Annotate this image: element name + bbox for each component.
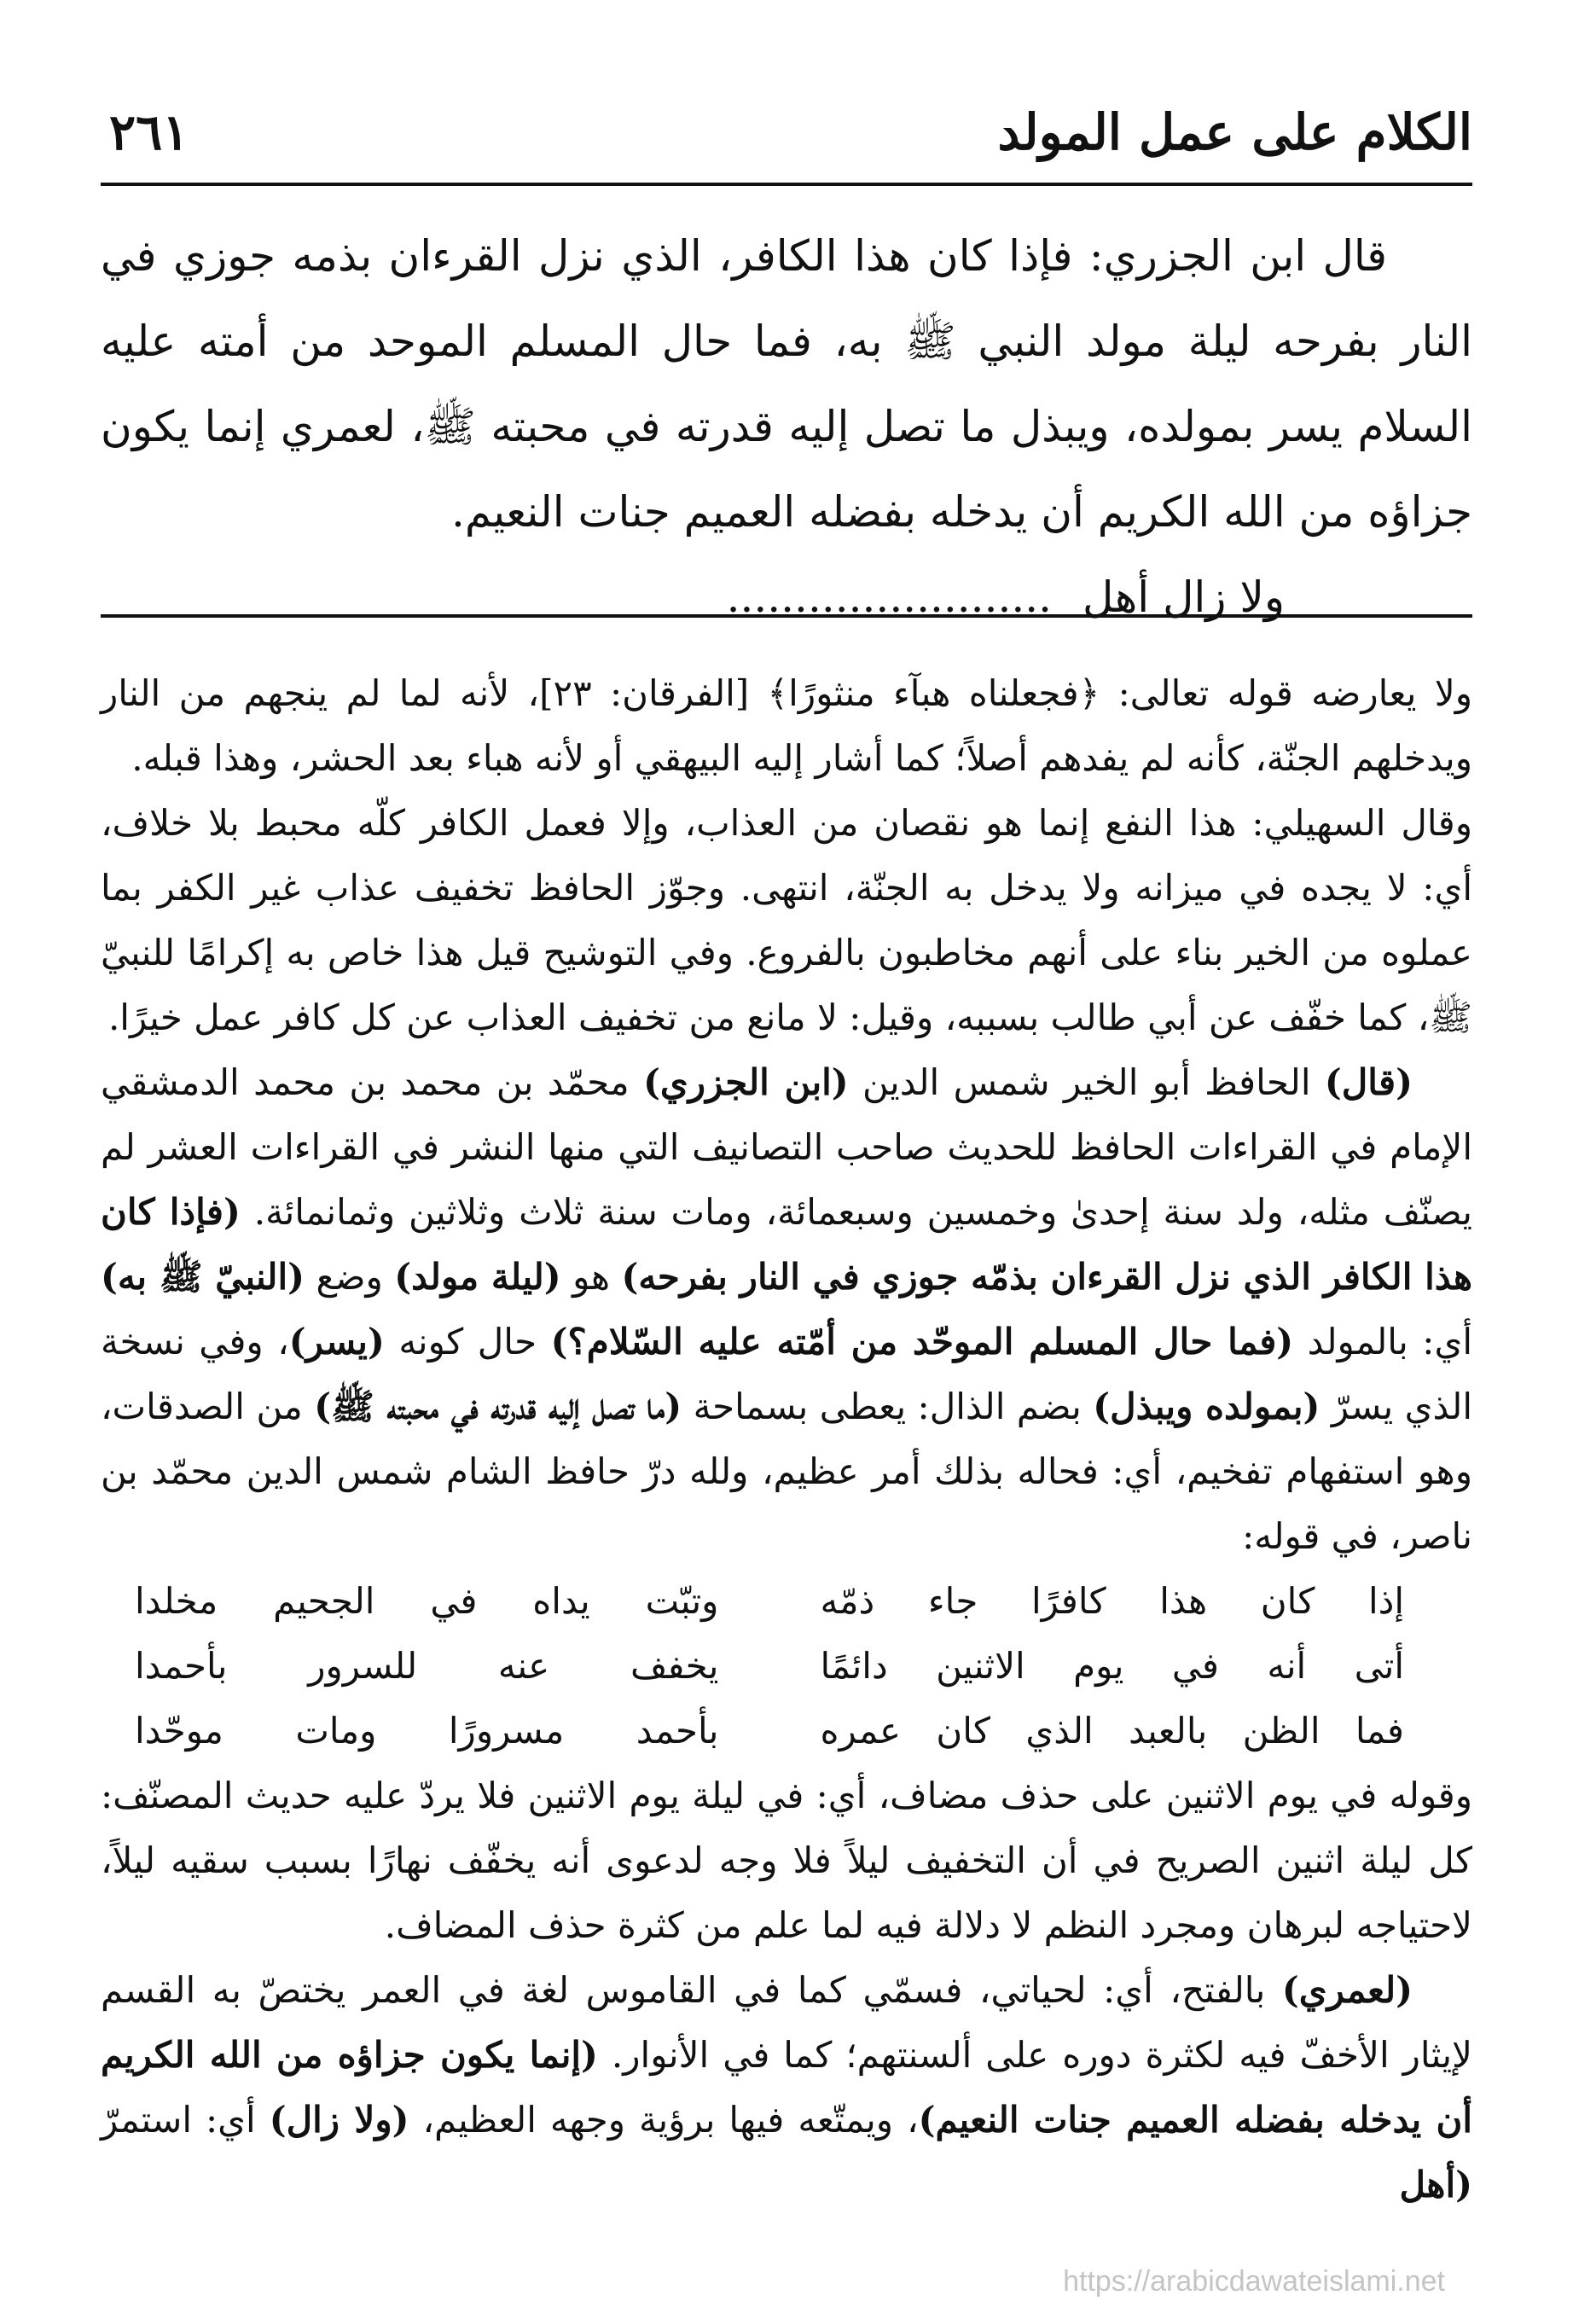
continuation-text: ولا زال أهل — [1083, 572, 1285, 622]
watermark-url: https://arabicdawateislami.net — [1063, 2265, 1445, 2298]
bold-quote: (لعمري) — [1281, 1969, 1413, 2011]
verse-second-hemistich: بأحمد مسرورًا ومات موحّدا — [135, 1710, 719, 1752]
commentary-text: أي: بالمولد — [1293, 1321, 1472, 1362]
poem-verse — [101, 1699, 1472, 1763]
main-text-paragraph: قال ابن الجزري: فإذا كان هذا الكافر، الذي نزل القرءان بذمه جوزي في النار بفرحه ليلة مولد النبي ﷺ به، فما حال المسلم الموحد من أمته عليه السلام يسر بمولده، ويبذل ما تصل إليه قدرته في محبته ﷺ، لعمري إنما يكون جزاؤه من الله الكريم أن يدخله بفضله العميم جنات النعيم. — [101, 231, 1472, 537]
verse-first-hemistich: أتى أنه في يوم الاثنين دائمًا — [820, 1645, 1404, 1687]
commentary — [101, 661, 1472, 2217]
commentary-text: بالفتح، أي: لحياتي، فسمّي كما في القاموس لغة في العمر يختصّ به القسم لإيثار الأخفّ فيه لكثرة دوره على ألسنتهم؛ كما في الأنوار. — [101, 1969, 1472, 2076]
commentary-paragraph-3 — [101, 1050, 1472, 1569]
commentary-text: الحافظ أبو الخير شمس الدين — [848, 1061, 1325, 1103]
commentary-text: حال كونه — [384, 1321, 551, 1362]
bold-quote: (يسر) — [288, 1321, 385, 1362]
commentary-text: هو — [560, 1256, 622, 1298]
commentary-text: بضم الذال: يعطى بسماحة — [682, 1386, 1094, 1427]
bold-quote: (أهل — [1399, 2164, 1472, 2205]
poem-verses — [101, 1569, 1472, 1763]
poem-verse — [101, 1634, 1472, 1699]
commentary-paragraph-4: وقوله في يوم الاثنين على حذف مضاف، أي: في ليلة يوم الاثنين فلا يردّ عليه حديث المصنّف: كل ليلة اثنين الصريح في أن التخفيف ليلاً فلا وجه لدعوى أنه يخفّف نهارًا بسبب سقيه ليلاً، لاحتياجه لبرهان ومجرد النظم لا دلالة فيه لما علم من كثرة حذف المضاف. — [101, 1775, 1472, 1946]
bold-quote: (ما تصل إليه قدرته في محبته ﷺ) — [314, 1386, 682, 1427]
commentary-text: أي: استمرّ — [101, 2099, 270, 2141]
bold-quote: (ليلة مولد) — [394, 1256, 561, 1298]
commentary-text: محمّد بن محمد بن محمد الدمشقي الإمام في القراءات الحافظ للحديث صاحب التصانيف التي منها النشر في القراءات العشر لم يصنّف مثله، ولد سنة إحدىٰ وخمسين وسبعمائة، ومات سنة ثلاث وثلاثين وثمانمائة. — [101, 1061, 1472, 1233]
running-title: الكلام على عمل المولد — [997, 103, 1472, 161]
commentary-text: من الصدقات، وهو استفهام تفخيم، أي: فحاله بذلك أمر عظيم، ولله درّ حافظ الشام شمس الدين محمّد بن ناصر، في قوله: — [101, 1386, 1472, 1557]
page-number: ٢٦١ — [109, 103, 189, 161]
section-divider — [101, 614, 1472, 618]
bold-quote: (بمولده ويبذل) — [1093, 1386, 1321, 1427]
verse-second-hemistich: يخفف عنه للسرور بأحمدا — [135, 1645, 719, 1687]
bold-quote: (ولا زال) — [269, 2099, 409, 2141]
page-header — [101, 85, 1472, 179]
bold-quote: (فما حال المسلم الموحّد من أمّته عليه السّلام؟) — [550, 1321, 1294, 1362]
commentary-paragraph-5 — [101, 1958, 1472, 2217]
verse-first-hemistich: فما الظن بالعبد الذي كان عمره — [820, 1710, 1404, 1752]
bold-quote: (فإذا كان هذا الكافر الذي نزل القرءان بذمّه جوزي في النار بفرحه) — [101, 1191, 1472, 1298]
commentary-text: وضع — [305, 1256, 395, 1298]
verse-second-hemistich: وتبّت يداه في الجحيم مخلدا — [135, 1580, 719, 1622]
bold-quote: (قال) — [1324, 1061, 1413, 1103]
commentary-paragraph-1: ولا يعارضه قوله تعالى: ﴿فجعلناه هبآء منثورًا﴾ [الفرقان: ٢٣]، لأنه لما لم ينجهم من النار ويدخلهم الجنّة، كأنه لم يفدهم أصلاً؛ كما أشار إليه البيهقي أو لأنه هباء بعد الحشر، وهذا قبله. — [101, 672, 1473, 779]
commentary-text: ، ويمتّعه فيها برؤية وجهه العظيم، — [409, 2099, 919, 2141]
bold-quote: (إنما يكون جزاؤه من الله الكريم أن يدخله بفضله العميم جنات النعيم) — [101, 2034, 1473, 2141]
bold-quote: (النبيّ ﷺ به) — [101, 1256, 305, 1298]
commentary-text: ، وفي نسخة الذي يسرّ — [101, 1321, 1472, 1427]
main-text-continuation — [101, 555, 1472, 640]
commentary-paragraph-2: وقال السهيلي: هذا النفع إنما هو نقصان من العذاب، وإلا فعمل الكافر كلّه محبط بلا خلاف، أي: لا يجده في ميزانه ولا يدخل به الجنّة، انتهى. وجوّز الحافظ تخفيف عذاب غير الكفر بما عملوه من الخير بناء على أنهم مخاطبون بالفروع. وفي التوشيح قيل هذا خاص به إكرامًا للنبيّ ﷺ، كما خفّف عن أبي طالب بسببه، وقيل: لا مانع من تخفيف العذاب عن كل كافر عمل خيرًا. — [101, 802, 1472, 1038]
main-text — [101, 213, 1472, 640]
bold-quote: (ابن الجزري) — [643, 1061, 849, 1103]
poem-verse — [101, 1569, 1472, 1634]
header-rule — [101, 183, 1472, 186]
ellipsis-dots: ........................ — [726, 572, 1053, 622]
verse-first-hemistich: إذا كان هذا كافرًا جاء ذمّه — [820, 1580, 1404, 1622]
